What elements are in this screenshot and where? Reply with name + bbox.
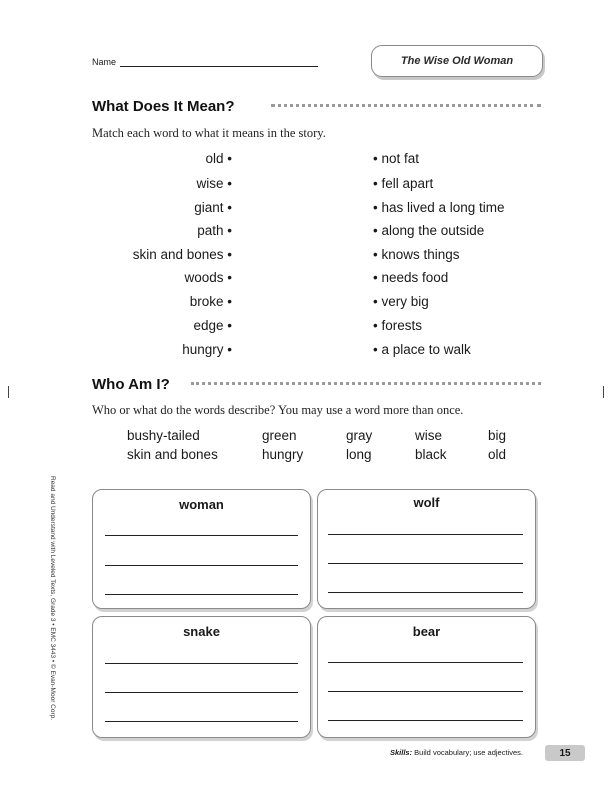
answer-box-wolf (317, 489, 536, 609)
answer-box-title: wolf (413, 495, 440, 510)
answer-box-title: bear (412, 624, 441, 639)
margin-mark-right (603, 386, 604, 398)
match-word: wise • (196, 176, 232, 191)
answer-line[interactable] (328, 662, 523, 663)
word-bank-item: long (346, 447, 372, 462)
answer-line[interactable] (105, 535, 298, 536)
answer-line[interactable] (328, 534, 523, 535)
answer-line[interactable] (105, 565, 298, 566)
story-title-box (371, 45, 543, 77)
story-title: The Wise Old Woman (400, 55, 514, 67)
answer-box-woman (92, 489, 311, 609)
match-word: edge • (193, 318, 232, 333)
match-word: giant • (194, 200, 232, 215)
match-meaning: • needs food (373, 270, 449, 285)
word-bank-item: black (415, 447, 447, 462)
match-meaning: • not fat (373, 151, 420, 166)
word-bank-item: bushy-tailed (127, 428, 200, 443)
section-heading-who-am-i: Who Am I? (92, 376, 170, 393)
match-word: hungry • (182, 342, 232, 357)
match-word: old • (205, 151, 232, 166)
answer-line[interactable] (105, 721, 298, 722)
match-meaning: • knows things (373, 247, 460, 262)
word-bank-item: old (488, 447, 507, 462)
word-bank-item: wise (415, 428, 443, 443)
match-word: woods • (184, 270, 232, 285)
name-field-line[interactable] (120, 66, 318, 67)
answer-box-title: woman (179, 497, 224, 512)
word-bank-item: big (488, 428, 507, 443)
answer-line[interactable] (328, 563, 523, 564)
answer-line[interactable] (328, 592, 523, 593)
name-label: Name (92, 57, 117, 67)
heading-dotted-rule (271, 104, 541, 107)
match-meaning: • very big (373, 294, 429, 309)
word-bank-item: green (262, 428, 297, 443)
answer-line[interactable] (105, 594, 298, 595)
match-meaning: • forests (373, 318, 422, 333)
heading-dotted-rule (191, 382, 541, 385)
margin-mark-left (8, 386, 9, 398)
word-bank-item: gray (346, 428, 373, 443)
match-meaning: • fell apart (373, 176, 434, 191)
answer-box-title: snake (183, 624, 220, 639)
answer-line[interactable] (328, 691, 523, 692)
answer-line[interactable] (328, 720, 523, 721)
page-number-text: 15 (559, 747, 571, 759)
answer-box-bear (317, 616, 536, 738)
answer-line[interactable] (105, 692, 298, 693)
match-meaning: • a place to walk (373, 342, 471, 357)
match-word: broke • (189, 294, 232, 309)
answer-box-snake (92, 616, 311, 738)
match-word: skin and bones • (132, 247, 232, 262)
matching-instruction: Match each word to what it means in the story. (92, 126, 326, 140)
match-meaning: • has lived a long time (373, 200, 505, 215)
page-number (545, 745, 585, 761)
match-word: path • (197, 223, 232, 238)
publisher-credit: Read and Understand with Leveled Texts, Grade 3 • EMC 3443 • © Evan-Moor Corp. (49, 476, 56, 721)
word-bank-item: hungry (262, 447, 304, 462)
skills-label: Skills: (390, 748, 413, 757)
word-bank-item: skin and bones (127, 447, 218, 462)
answer-line[interactable] (105, 663, 298, 664)
describe-instruction: Who or what do the words describe? You may use a word more than once. (92, 403, 464, 417)
section-heading-what-does-it-mean: What Does It Mean? (92, 98, 235, 115)
skills-note (390, 748, 523, 757)
match-meaning: • along the outside (373, 223, 485, 238)
skills-text: Build vocabulary; use adjectives. (412, 748, 523, 757)
